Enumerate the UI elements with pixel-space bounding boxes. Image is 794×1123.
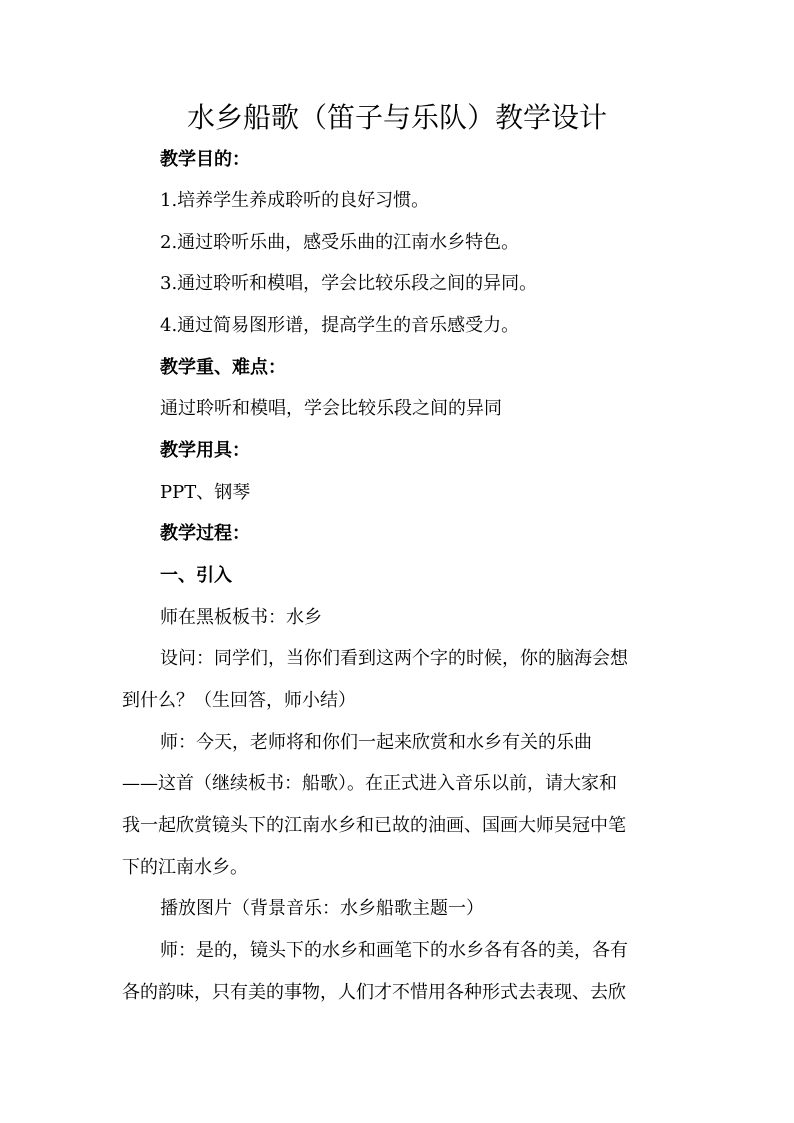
process-heading: 教学过程： xyxy=(160,523,250,544)
paragraph-2-line-1: 设问：同学们，当你们看到这两个字的时候，你的脑海会想 xyxy=(160,648,628,669)
paragraph-4: 播放图片（背景音乐：水乡船歌主题一） xyxy=(160,898,484,919)
document-title: 水乡船歌（笛子与乐队）教学设计 xyxy=(186,101,607,134)
paragraph-3-line-2: ——这首（继续板书：船歌）。在正式进入音乐以前，请大家和 xyxy=(122,773,617,794)
paragraph-3-line-1: 师：今天，老师将和你们一起来欣赏和水乡有关的乐曲 xyxy=(160,732,592,753)
objective-item-4: 4.通过简易图形谱，提高学生的音乐感受力。 xyxy=(160,315,520,336)
paragraph-2-line-2: 到什么？（生回答，师小结） xyxy=(122,690,356,711)
paragraph-3-line-4: 下的江南水乡。 xyxy=(122,857,248,878)
paragraph-1: 师在黑板板书：水乡 xyxy=(160,607,322,628)
section-1-heading: 一、引入 xyxy=(160,565,232,586)
paragraph-5-line-1: 师：是的，镜头下的水乡和画笔下的水乡各有各的美，各有 xyxy=(160,940,628,961)
tools-text: PPT、钢琴 xyxy=(160,482,251,503)
paragraph-5-line-2: 各的韵味，只有美的事物，人们才不惜用各种形式去表现、去欣 xyxy=(122,982,626,1003)
key-points-text: 通过聆听和模唱，学会比较乐段之间的异同 xyxy=(160,398,502,419)
objectives-heading: 教学目的： xyxy=(160,149,250,170)
key-points-heading: 教学重、难点： xyxy=(160,357,286,378)
tools-heading: 教学用具： xyxy=(160,440,250,461)
paragraph-3-line-3: 我一起欣赏镜头下的江南水乡和已故的油画、国画大师吴冠中笔 xyxy=(122,815,626,836)
objective-item-3: 3.通过聆听和模唱，学会比较乐段之间的异同。 xyxy=(160,273,538,294)
objective-item-2: 2.通过聆听乐曲，感受乐曲的江南水乡特色。 xyxy=(160,232,520,253)
objective-item-1: 1.培养学生养成聆听的良好习惯。 xyxy=(160,190,430,211)
